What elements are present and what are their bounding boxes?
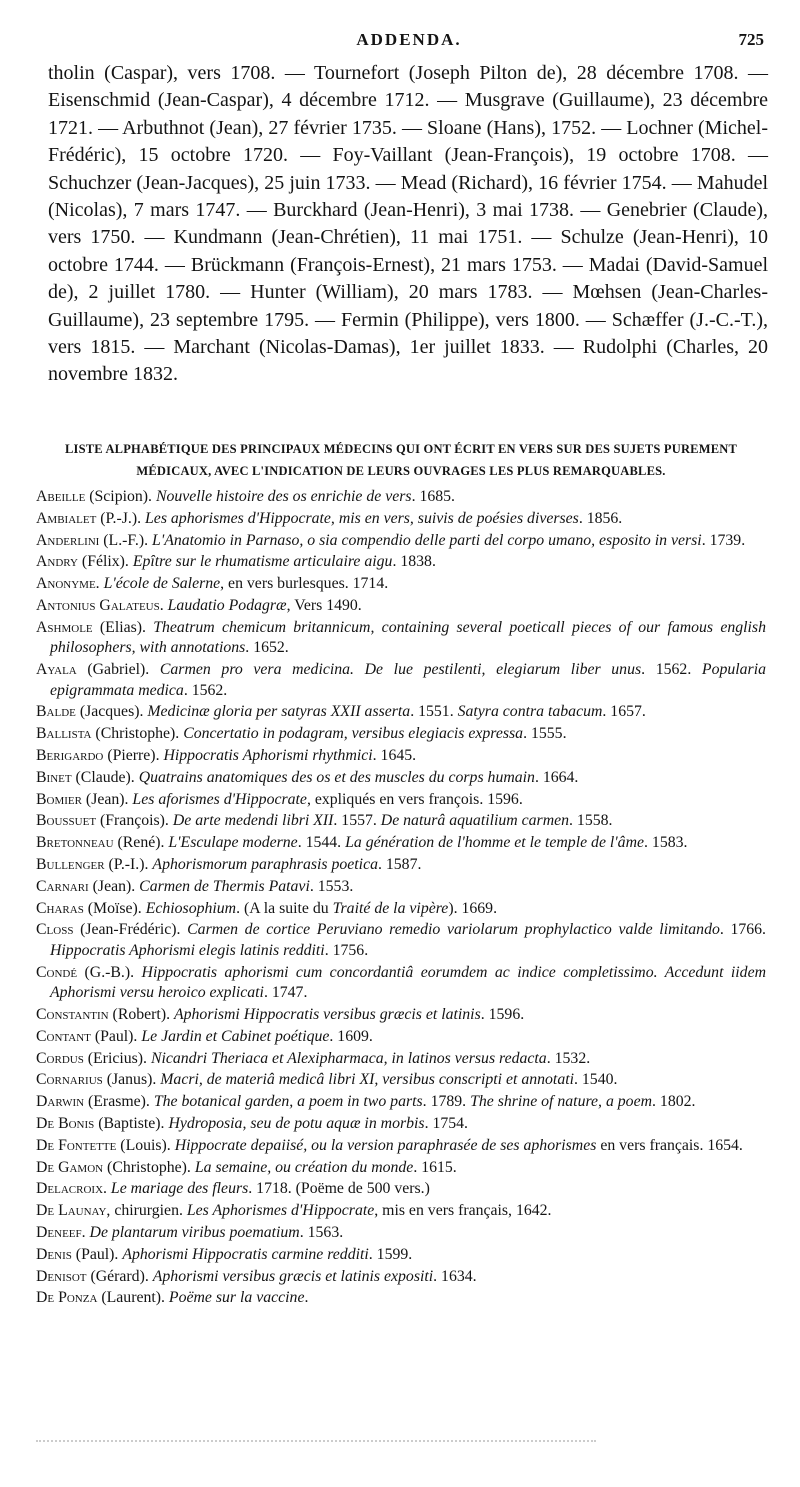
work-title: Concertatio in podagram, versibus elegiacis expressa bbox=[183, 725, 524, 743]
work-detail: . 1599. bbox=[368, 1245, 413, 1263]
author-name: Bretonneau bbox=[36, 834, 114, 852]
work-detail: en vers français. 1654. bbox=[596, 1136, 743, 1154]
work-title: Medicinæ gloria per satyras XXII asserta bbox=[147, 703, 411, 721]
running-title: ADDENDA. bbox=[356, 30, 462, 49]
author-detail: (Paul). bbox=[90, 1027, 142, 1045]
author-detail: (P.-J.). bbox=[96, 509, 146, 527]
author-name: Darwin bbox=[36, 1093, 85, 1111]
author-detail: (Erasme). bbox=[84, 1093, 154, 1111]
work-detail: . 1544. bbox=[297, 834, 346, 852]
work-title: Theatrum chemicum britannicum, containing several poeticall pieces of our famous english philosophers, with annotations bbox=[50, 618, 766, 657]
work-title: Laudatio Podagræ bbox=[167, 596, 287, 614]
work-title: Les aforismes d'Hippocrate bbox=[132, 790, 307, 808]
work-title: De naturâ aquatilium carmen bbox=[380, 812, 570, 830]
author-list bbox=[36, 487, 766, 1310]
author-detail: (G.-B.). bbox=[77, 963, 142, 981]
author-name: Balde bbox=[36, 703, 76, 721]
work-detail: . 1685. bbox=[411, 488, 456, 505]
author-detail: (Claude). bbox=[71, 768, 139, 786]
work-title: L'Esculape moderne bbox=[168, 834, 298, 852]
work-title: Hippocratis Aphorismi elegis latinis redditi bbox=[50, 941, 325, 959]
author-name: Denis bbox=[36, 1245, 72, 1263]
author-name: Carnari bbox=[36, 877, 89, 895]
author-detail: (Jacques). bbox=[75, 703, 148, 721]
intro-run: — Lochner (Michel-Frédéric), 15 octobre 1720. — Foy-Vaillant (Jean-François), 19 octobre 1708. — Schuchzer (Jean-Jacques), 25 juin 1733. — Mead (Richard), 16 février 1754. — Mahudel (Nicolas), 7 mars 1747. — Burckhard (Jean-Henri), 3 mai 1738. — Genebrier (Claude), vers 1750. — Kundmann (Jean-Chrétien), 11 mai 1751. — Schulze (Jean-Henri), 10 octobre 1744. — Brückmann (François-Ernest), 21 mars 1753. — Madai (David-Samuel de), 2 juillet 1780. — Hunter (William), 20 mars 1783. — Mœhsen (Jean-Charles-Guillaume), 23 septembre 1795. — Fermin (Philippe), vers 1800. — Schæffer (J.-C.-T.), vers 1815. bbox=[48, 116, 768, 359]
intro-paragraph bbox=[48, 60, 768, 389]
list-item bbox=[36, 1114, 766, 1135]
work-detail: , Vers 1490. bbox=[286, 596, 362, 614]
author-detail: (Christophe). bbox=[91, 725, 184, 743]
author-name: Deneef. bbox=[36, 1223, 86, 1241]
author-name: Boussuet bbox=[36, 812, 97, 830]
author-detail: (Louis). bbox=[116, 1136, 175, 1154]
list-item bbox=[36, 1049, 766, 1070]
work-title: Epître sur le rhumatisme articulaire aigu bbox=[132, 553, 393, 571]
work-detail: , expliqués en vers françois. 1596. bbox=[306, 790, 523, 808]
work-detail: . 1856. bbox=[578, 509, 623, 527]
work-detail: . 1583. bbox=[644, 834, 688, 852]
work-title: La semaine, ou création du monde bbox=[194, 1158, 414, 1176]
author-detail: (Gabriel). bbox=[76, 661, 160, 679]
work-detail: . 1587. bbox=[377, 855, 422, 873]
work-title: Hippocratis aphorismi cum concordantiâ eorumdem ac indice completissimo. Accedunt iidem Aphorismi versu heroico explicati bbox=[50, 963, 766, 1002]
list-item bbox=[36, 660, 766, 701]
author-name: De Bonis bbox=[36, 1114, 95, 1132]
list-item bbox=[36, 1027, 766, 1048]
work-detail: . 1551. bbox=[410, 703, 458, 721]
work-title: De arte medendi libri XII bbox=[172, 812, 334, 830]
author-name: Anderlini bbox=[36, 531, 100, 549]
work-detail: . 1557. bbox=[333, 812, 381, 830]
author-name: Delacroix. bbox=[36, 1180, 107, 1198]
author-detail: (René). bbox=[113, 834, 169, 852]
work-detail: . 1645. bbox=[372, 746, 417, 764]
author-detail: (P.-I.). bbox=[104, 855, 153, 873]
intro-run: — Eisenschmid (Jean-Caspar), 4 décembre 1712. — Musgrave (Guillaume), 23 décembre 1721. — Arbuthnot (Jean), 27 février 1735. — Sloane (Hans), 1752. bbox=[48, 62, 768, 139]
author-detail: (Jean). bbox=[88, 877, 140, 895]
list-item bbox=[36, 1288, 766, 1309]
work-detail: . 1562. bbox=[183, 681, 228, 699]
author-name: Charas bbox=[36, 899, 84, 917]
author-name: Denisot bbox=[36, 1267, 87, 1285]
work-title: Satyra contra tabacum bbox=[457, 703, 603, 721]
author-detail: (Ericius). bbox=[83, 1049, 151, 1067]
author-name: Bomier bbox=[36, 790, 82, 808]
author-detail: (Moïse). bbox=[83, 899, 146, 917]
author-name: Binet bbox=[36, 768, 72, 786]
work-detail: . 1664. bbox=[534, 768, 579, 786]
work-detail: . 1540. bbox=[574, 1071, 618, 1089]
work-detail: . 1652. bbox=[245, 639, 289, 657]
author-detail: (Janus). bbox=[102, 1071, 161, 1089]
work-title: Carmen pro vera medicina. De lue pestilenti, elegiarum liber unus bbox=[159, 661, 642, 679]
work-detail: . bbox=[304, 1289, 309, 1307]
work-detail: . 1838. bbox=[392, 553, 436, 571]
author-name: De Launay, bbox=[36, 1202, 111, 1220]
work-title: L'école de Salerne bbox=[103, 575, 221, 593]
page-number: 725 bbox=[738, 30, 764, 49]
work-title: Nicandri Theriaca et Alexipharmaca, in latinos versus redacta bbox=[150, 1049, 547, 1067]
work-detail: . 1553. bbox=[309, 877, 354, 895]
list-item bbox=[36, 855, 766, 876]
author-name: Cordus bbox=[36, 1049, 84, 1067]
list-item bbox=[36, 574, 766, 595]
author-detail: (François). bbox=[96, 812, 173, 830]
list-item bbox=[36, 920, 766, 961]
list-heading-line: LISTE ALPHABÉTIQUE DES PRINCIPAUX MÉDECINS QUI ONT ÉCRIT EN VERS SUR DES SUJETS PUREMENT bbox=[64, 442, 738, 456]
work-title: Aphorismi versibus græcis et latinis expositi bbox=[152, 1267, 434, 1285]
work-title: Macri, de materiâ medicâ libri XI, versibus conscripti et annotati bbox=[160, 1071, 574, 1089]
work-detail: . (A la suite du bbox=[236, 899, 333, 917]
work-detail: . 1766. bbox=[719, 921, 767, 939]
work-detail: . 1562. bbox=[641, 661, 702, 679]
page-header bbox=[50, 30, 768, 56]
work-detail: , en vers burlesques. 1714. bbox=[220, 575, 389, 593]
work-detail: . 1739. bbox=[701, 531, 746, 549]
list-item bbox=[36, 1005, 766, 1026]
work-detail: . 1747. bbox=[263, 984, 308, 1002]
work-title: Aphorismi Hippocratis carmine redditi bbox=[122, 1245, 369, 1263]
author-name: Andry bbox=[36, 553, 78, 571]
author-detail: (Félix). bbox=[77, 553, 133, 571]
author-detail: (Christophe). bbox=[103, 1158, 195, 1176]
author-detail: (Gérard). bbox=[86, 1267, 153, 1285]
author-name: De Ponza bbox=[36, 1289, 98, 1307]
work-detail: . 1802. bbox=[652, 1093, 696, 1111]
author-name: Abeille bbox=[36, 488, 86, 505]
work-title: Nouvelle histoire des os enrichie de vers bbox=[155, 488, 412, 505]
author-name: Berigardo bbox=[36, 746, 104, 764]
work-title: The botanical garden, a poem in two parts bbox=[153, 1093, 423, 1111]
list-item bbox=[36, 1179, 766, 1200]
work-detail: , mis en vers français, 1642. bbox=[374, 1202, 552, 1220]
list-item bbox=[36, 509, 766, 530]
work-title: Popularia epigrammata medica bbox=[50, 661, 766, 699]
author-name: Contant bbox=[36, 1027, 91, 1045]
author-detail: (Paul). bbox=[71, 1245, 123, 1263]
author-name: Cornarius bbox=[36, 1071, 103, 1089]
work-detail: . 1789. bbox=[422, 1093, 471, 1111]
list-item bbox=[36, 1092, 766, 1113]
author-name: De Gamon bbox=[36, 1158, 104, 1176]
author-detail: chirurgien. bbox=[110, 1202, 187, 1220]
author-name: Closs bbox=[36, 921, 74, 939]
author-name: Ayala bbox=[36, 661, 77, 679]
list-item bbox=[36, 1136, 766, 1157]
page-footer-rule bbox=[36, 1440, 596, 1442]
work-detail: . 1756. bbox=[324, 941, 369, 959]
author-detail: (Laurent). bbox=[97, 1289, 169, 1307]
work-title: Poëme sur la vaccine bbox=[168, 1289, 305, 1307]
work-title: De plantarum viribus poematium bbox=[89, 1223, 300, 1241]
work-title: Le mariage des fleurs bbox=[110, 1180, 249, 1198]
list-item bbox=[36, 963, 766, 1004]
list-item bbox=[36, 877, 766, 898]
author-name: Constantin bbox=[36, 1005, 109, 1023]
author-name: Anonyme. bbox=[36, 575, 100, 593]
list-item bbox=[36, 768, 766, 789]
work-detail: . 1555. bbox=[523, 725, 567, 743]
work-title: Echiosophium bbox=[145, 899, 237, 917]
intro-run: tholin (Caspar), vers 1708. — Tournefort (Joseph Pilton de), 28 décembre 1708. bbox=[48, 62, 739, 84]
author-name: Bullenger bbox=[36, 855, 105, 873]
work-detail: . 1615. bbox=[413, 1158, 457, 1176]
author-name: De Fontette bbox=[36, 1136, 117, 1154]
author-detail: (Jean). bbox=[81, 790, 133, 808]
author-detail: (L.-F.). bbox=[99, 531, 153, 549]
work-detail: . 1558. bbox=[569, 812, 613, 830]
list-item bbox=[36, 833, 766, 854]
list-item bbox=[36, 1223, 766, 1244]
work-detail: . 1754. bbox=[424, 1114, 469, 1132]
work-detail: . 1596. bbox=[480, 1005, 525, 1023]
author-name: Ballista bbox=[36, 725, 92, 743]
author-name: Condé bbox=[36, 963, 78, 981]
list-item bbox=[36, 811, 766, 832]
list-item bbox=[36, 790, 766, 811]
work-title: Aphorismi Hippocratis versibus græcis et latinis bbox=[173, 1005, 481, 1023]
author-name: Ashmole bbox=[36, 618, 93, 636]
list-item bbox=[36, 724, 766, 745]
author-detail: (Pierre). bbox=[103, 746, 164, 764]
author-name: Antonius Galateus. bbox=[36, 596, 164, 614]
list-item bbox=[36, 1158, 766, 1179]
work-title: L'Anatomio in Parnaso, o sia compendio delle parti del corpo umano, esposito in versi bbox=[152, 531, 702, 549]
list-item bbox=[36, 1070, 766, 1091]
list-item bbox=[36, 487, 766, 508]
author-detail: (Scipion). bbox=[85, 488, 156, 505]
list-item bbox=[36, 1267, 766, 1288]
work-title: Le Jardin et Cabinet poétique bbox=[141, 1027, 330, 1045]
author-name: Ambialet bbox=[36, 509, 97, 527]
work-title: The shrine of nature, a poem bbox=[470, 1093, 653, 1111]
work-detail: . 1532. bbox=[546, 1049, 591, 1067]
list-item bbox=[36, 1245, 766, 1266]
work-title: Carmen de cortice Peruviano remedio variolarum prophylactico valde limitando bbox=[187, 921, 720, 939]
list-heading bbox=[38, 438, 764, 482]
work-detail: . 1609. bbox=[329, 1027, 373, 1045]
work-detail: . 1634. bbox=[433, 1267, 477, 1285]
work-title: Les aphorismes d'Hippocrate, mis en vers, suivis de poésies diverses bbox=[145, 509, 579, 527]
list-heading-line: MÉDICAUX, AVEC L'INDICATION DE LEURS OUVRAGES LES PLUS REMARQUABLES. bbox=[136, 464, 666, 478]
work-title: Hydroposia, seu de potu aquæ in morbis bbox=[168, 1114, 425, 1132]
work-title: La génération de l'homme et le temple de l'âme bbox=[345, 834, 645, 852]
work-detail: . 1718. (Poëme de 500 vers.) bbox=[248, 1180, 430, 1198]
author-detail: (Baptiste). bbox=[94, 1114, 169, 1132]
work-title: Hippocratis Aphorismi rhythmici bbox=[163, 746, 373, 764]
intro-run: — Marchant (Nicolas-Damas), 1er juillet 1833. — Rudolphi (Charles, 20 novembre 1832. bbox=[48, 336, 768, 386]
work-title: Hippocrate depaiisé, ou la version paraphrasée de ses aphorismes bbox=[174, 1136, 597, 1154]
author-detail: (Elias). bbox=[92, 618, 154, 636]
work-detail: . 1563. bbox=[299, 1223, 344, 1241]
work-title: Quatrains anatomiques des os et des muscles du corps humain bbox=[138, 768, 535, 786]
work-detail: . 1657. bbox=[602, 703, 646, 721]
work-title: Traité de la vipère bbox=[332, 899, 449, 917]
list-item bbox=[36, 531, 766, 552]
list-item bbox=[36, 552, 766, 573]
work-title: Carmen de Thermis Patavi bbox=[139, 877, 310, 895]
list-item bbox=[36, 618, 766, 659]
list-item bbox=[36, 746, 766, 767]
list-item bbox=[36, 899, 766, 920]
list-item bbox=[36, 702, 766, 723]
list-item bbox=[36, 1201, 766, 1222]
work-title: Les Aphorismes d'Hippocrate bbox=[186, 1202, 375, 1220]
list-item bbox=[36, 596, 766, 617]
work-title: Aphorismorum paraphrasis poetica bbox=[152, 855, 378, 873]
author-detail: (Robert). bbox=[108, 1005, 174, 1023]
work-detail: ). 1669. bbox=[448, 899, 498, 917]
author-detail: (Jean-Frédéric). bbox=[73, 921, 188, 939]
